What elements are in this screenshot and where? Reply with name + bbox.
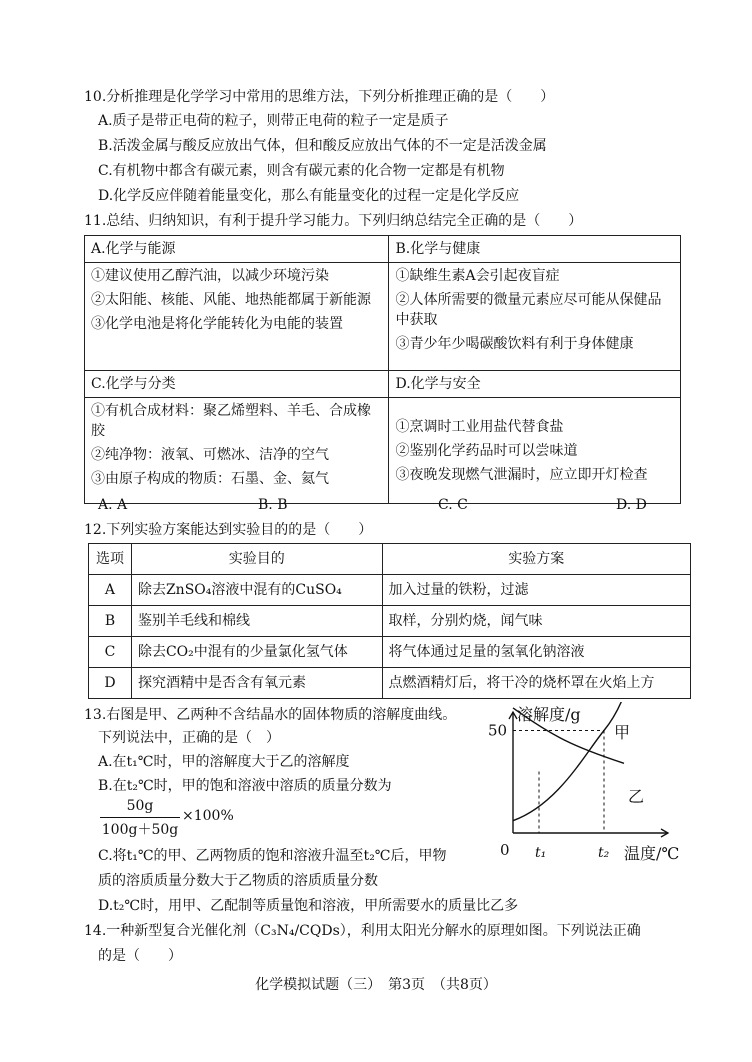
q12-row-c-plan: 将气体通过足量的氢氧化钠溶液 bbox=[382, 637, 690, 668]
q11-body-c bbox=[85, 398, 389, 504]
q12-row-b-goal: 鉴别羊毛线和棉线 bbox=[131, 606, 382, 637]
q10-option-b: B.活泼金属与酸反应放出气体，但和酸反应放出气体的不一定是活泼金属 bbox=[98, 138, 547, 154]
q12-row-a-plan: 加入过量的铁粉，过滤 bbox=[382, 575, 690, 606]
x-axis-label: 温度/℃ bbox=[624, 844, 680, 863]
q10-stem: 10.分析推理是化学学习中常用的思维方法，下列分析推理正确的是（ ） bbox=[84, 89, 555, 105]
q11-stem: 11.总结、归纳知识，有利于提升学习能力。下列归纳总结完全正确的是（ ） bbox=[84, 213, 583, 229]
q11-answer-a: A. A bbox=[98, 497, 128, 513]
q11-answer-d: D. D bbox=[616, 497, 647, 513]
q12-row-b-option: B bbox=[89, 606, 132, 637]
q12-header-plan: 实验方案 bbox=[382, 544, 690, 575]
q13-option-a: A.在t₁℃时，甲的溶解度大于乙的溶解度 bbox=[98, 754, 350, 770]
q12-header-goal: 实验目的 bbox=[131, 544, 382, 575]
legend-yi: 乙 bbox=[628, 787, 645, 806]
solubility-chart bbox=[478, 702, 692, 866]
q12-row-c-goal: 除去CO₂中混有的少量氯化氢气体 bbox=[131, 637, 382, 668]
q11-d-line-1: ①烹调时工业用盐代替食盐 bbox=[395, 418, 564, 435]
q10-option-c: C.有机物中都含有碳元素，则含有碳元素的化合物一定都是有机物 bbox=[98, 163, 505, 179]
q11-c-line-1: ①有机合成材料：聚乙烯塑料、羊毛、合成橡胶 bbox=[91, 403, 371, 439]
legend-jia: 甲 bbox=[614, 723, 631, 742]
q13-stem-2: 下列说法中，正确的是（ ） bbox=[98, 730, 280, 746]
origin-label: 0 bbox=[500, 841, 510, 859]
q11-body-b bbox=[389, 263, 681, 371]
q11-d-line-2: ②鉴别化学药品时可以尝味道 bbox=[395, 442, 578, 459]
q13-stem: 13.右图是甲、乙两种不含结晶水的固体物质的溶解度曲线。 bbox=[84, 707, 457, 723]
q12-row-b-plan: 取样，分别灼烧，闻气味 bbox=[382, 606, 690, 637]
q12-row-d-option: D bbox=[89, 668, 132, 699]
q11-head-a: A.化学与能源 bbox=[85, 236, 389, 263]
q10-option-a: A.质子是带正电荷的粒子，则带正电荷的粒子一定是质子 bbox=[98, 113, 449, 129]
q11-b-line-1: ①缺维生素A会引起夜盲症 bbox=[395, 268, 560, 284]
q11-answer-c: C. C bbox=[438, 497, 468, 513]
q12-header-option: 选项 bbox=[89, 544, 132, 575]
page-footer: 化学模拟试题（三） 第3页 （共8页） bbox=[255, 977, 497, 993]
q13-fraction-denominator: 100g＋50g bbox=[101, 822, 179, 838]
q13-option-c-2: 质的溶质质量分数大于乙物质的溶质质量分数 bbox=[98, 873, 378, 889]
chart-reference-lines bbox=[513, 731, 604, 834]
q11-d-line-3: ③夜晚发现燃气泄漏时，应立即开灯检查 bbox=[395, 466, 648, 483]
q13-fraction-numerator: 50g bbox=[126, 798, 154, 814]
q11-head-d: D.化学与安全 bbox=[389, 371, 681, 398]
q11-a-line-2: ②太阳能、核能、风能、地热能都属于新能源 bbox=[91, 292, 371, 308]
q12-table bbox=[88, 543, 691, 699]
q11-table bbox=[84, 235, 681, 504]
q12-row-c-option: C bbox=[89, 637, 132, 668]
chart-labels bbox=[488, 705, 679, 863]
q11-a-line-1: ①建议使用乙醇汽油，以减少环境污染 bbox=[91, 268, 329, 284]
y-axis-label: 溶解度/g bbox=[517, 705, 581, 724]
q12-row-a-goal: 除去ZnSO₄溶液中混有的CuSO₄ bbox=[131, 575, 382, 606]
q11-a-line-3: ③化学电池是将化学能转化为电能的装置 bbox=[91, 316, 343, 332]
q12-row-d-goal: 探究酒精中是否含有氧元素 bbox=[131, 668, 382, 699]
x-tick-t1: t₁ bbox=[535, 845, 547, 861]
q11-head-b: B.化学与健康 bbox=[389, 236, 681, 263]
q13-option-d: D.t₂℃时，用甲、乙配制等质量饱和溶液，甲所需要水的质量比乙多 bbox=[98, 898, 519, 914]
q14-stem-2: 的是（ ） bbox=[98, 948, 182, 964]
x-tick-t2: t₂ bbox=[598, 845, 610, 861]
q11-c-line-2: ②纯净物：液氧、可燃冰、洁净的空气 bbox=[91, 447, 329, 463]
q13-option-b: B.在t₂℃时，甲的饱和溶液中溶质的质量分数为 bbox=[98, 778, 392, 794]
q13-fraction-bar bbox=[100, 817, 180, 818]
q13-option-c-1: C.将t₁℃的甲、乙两物质的饱和溶液升温至t₂℃后，甲物 bbox=[98, 848, 447, 864]
q10-option-d: D.化学反应伴随着能量变化，那么有能量变化的过程一定是化学反应 bbox=[98, 188, 520, 204]
q11-b-line-2: ②人体所需要的微量元素应尽可能从保健品中获取 bbox=[395, 292, 662, 328]
q12-row-a-option: A bbox=[89, 575, 132, 606]
q12-row-d-plan: 点燃酒精灯后，将干冷的烧杯罩在火焰上方 bbox=[382, 668, 690, 699]
q14-stem-1: 14.一种新型复合光催化剂（C₃N₄/CQDs），利用太阳光分解水的原理如图。下列说法正确 bbox=[84, 923, 641, 939]
y-tick-50: 50 bbox=[488, 721, 508, 740]
q11-answer-b: B. B bbox=[258, 497, 288, 513]
q11-b-line-3: ③青少年少喝碳酸饮料有利于身体健康 bbox=[395, 336, 634, 352]
q11-head-c: C.化学与分类 bbox=[85, 371, 389, 398]
q12-stem: 12.下列实验方案能达到实验目的的是（ ） bbox=[84, 522, 373, 538]
q11-body-d bbox=[389, 398, 681, 504]
q11-c-line-3: ③由原子构成的物质：石墨、金、氦气 bbox=[91, 471, 329, 487]
q13-fraction-tail: ×100% bbox=[182, 808, 234, 824]
q11-body-a bbox=[85, 263, 389, 371]
